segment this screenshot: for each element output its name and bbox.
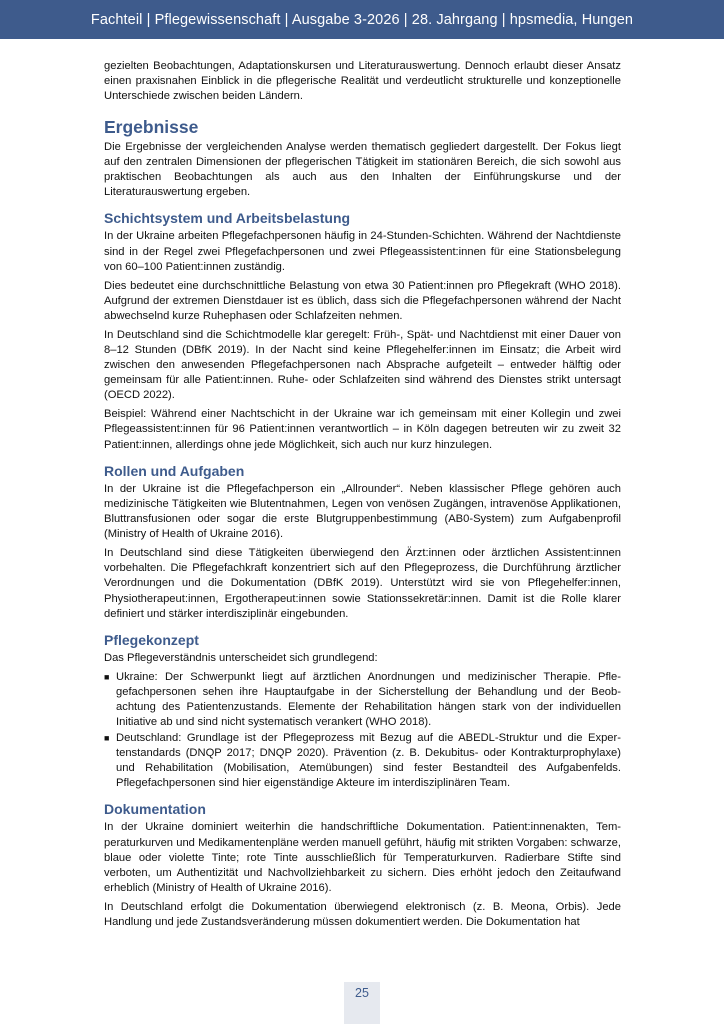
square-bullet-icon: ■: [104, 671, 110, 682]
paragraph: Die Ergebnisse der vergleichenden Analyse werden thematisch gegliedert dargestellt. Der Fokus liegt auf den zentralen Dimensionen der pflegerischen Tätigkeit im stationären Bereich, die sich sowohl aus praktischen Beobachtungen als auch aus den Inhalten der Einführungskurse und der Literaturauswertung ergeben.: [104, 140, 621, 199]
list-item: [104, 670, 621, 731]
list-item: [104, 731, 621, 792]
paragraph: Beispiel: Während einer Nachtschicht in der Ukraine war ich gemeinsam mit einer Kollegin und zwei Pflegeassistent:innen für 96 Patient:innen verantwortlich – in Köln dagegen betreuten wir zu zweit 32 Patient:innen, allerdings ohne jede Möglichkeit, sich auch nur kurz hinzulegen.: [104, 408, 621, 451]
paragraph: In Deutschland sind diese Tätigkeiten überwiegend den Ärzt:innen oder ärztlichen Assistent:innen vorbehalten. Die Pflegefachkraft konzentriert sich auf den Pflegeprozess, die Durchführung ärztlicher Verordnungen und die Dokumentation (DBfK 2019). Unterstützt wird sie von Pflegehelfer:innen, Physiotherapeut:innen, Ergotherapeut:innen sowie Stationssekretär:innen. Damit ist die Rolle klarer definiert und stärker interdisziplinär eingebunden.: [104, 547, 621, 620]
subheading-schichtsystem: Schichtsystem und Arbeitsbelastung: [104, 210, 351, 227]
subheading-dokumentation: Dokumentation: [104, 801, 206, 818]
subheading-pflegekonzept: Pflegekonzept: [104, 632, 199, 649]
subheading-rollen: Rollen und Aufgaben: [104, 462, 245, 479]
square-bullet-icon: ■: [104, 732, 110, 743]
list-item-text: Ukraine: Der Schwerpunkt liegt auf ärztlichen Anordnungen und medizinischer Therapie. Pflegefachpersonen sehen ihre Hauptaufgabe in der Sicherstellung der Behandlung und der Beobachtung des Patientenzustands. Elemente der Rehabilitation hängen stark von der individuellen Initiative ab und sind nicht systematisch verankert (WHO 2018).: [116, 670, 621, 729]
page-header: [0, 0, 724, 39]
paragraph: In der Ukraine arbeiten Pflegefachpersonen häufig in 24-Stunden-Schichten. Während der Nachtdienste sind in der Regel zwei Pflegefachpersonen und zwei Pflegeassistent:innen für eine Stationsbelegung von 60–100 Patient:innen zuständig.: [104, 230, 621, 273]
paragraph: In Deutschland erfolgt die Dokumentation überwiegend elektronisch (z. B. Meona, Orbis). Jede Handlung und jede Zustandsveränderung müssen dokumentiert werden. Die Dokumentation hat: [104, 900, 621, 929]
paragraph: In der Ukraine dominiert weiterhin die handschriftliche Dokumentation. Patient:innenakten, Temperaturkurven und Medikamentenpläne werden manuell geführt, häufig mit strikten Vorgaben: schwarze, blaue oder violette Tinte; rote Tinte ausschließlich für Temperaturkurven. Radierbare Stifte sind verboten, um Authentizität und Nachvollziehbarkeit zu sichern. Dies erhöht jedoch den Zeitaufwand erheblich (Ministry of Health of Ukraine 2016).: [104, 821, 621, 895]
bullet-list: [104, 670, 621, 792]
section-heading-ergebnisse: Ergebnisse: [104, 116, 199, 137]
article-body: [104, 59, 621, 934]
header-title: Fachteil | Pflegewissenschaft | Ausgabe 3-2026 | 28. Jahrgang | hpsmedia, Hungen: [90, 11, 634, 28]
paragraph: Dies bedeutet eine durchschnittliche Belastung von etwa 30 Patient:innen pro Pflegekraft (WHO 2018). Aufgrund der extremen Dienstdauer ist es üblich, dass sich die Pflegefachpersonen während der Nacht abwechselnd kurze Ruhephasen oder Schlafzeiten nehmen.: [104, 279, 621, 322]
page-number: [344, 982, 380, 1024]
paragraph: Das Pflegeverständnis unterscheidet sich grundlegend:: [104, 652, 378, 665]
paragraph: In Deutschland sind die Schichtmodelle klar geregelt: Früh-, Spät- und Nachtdienst mit einer Dauer von 8–12 Stunden (DBfK 2019). In der Nacht sind keine Pflegehelfer:innen im Einsatz; die Arbeit wird zwischen den anwesenden Pflegefachpersonen nach Absprache aufgeteilt – entweder hälftig oder gemeinsam für alle Patient:innen. Ruhe- oder Schlafzeiten sind während des Dienstes strikt untersagt (OECD 2022).: [104, 328, 621, 402]
list-item-text: Deutschland: Grundlage ist der Pflegeprozess mit Bezug auf die ABEDL-Struktur und die Expertenstandards (DNQP 2017; DNQP 2020). Prävention (z. B. Dekubitus- oder Kontrakturprophylaxe) und Rehabilitation (Mobilisation, Atemübungen) sind fester Bestandteil des Aufgabenfelds. Pflegefachpersonen sind hier eigenständige Akteure im interdisziplinären Team.: [116, 731, 621, 790]
paragraph: In der Ukraine ist die Pflegefachperson ein „Allrounder“. Neben klassischer Pflege gehören auch medizinische Tätigkeiten wie Blutentnahmen, Legen von venösen Zugängen, intravenöse Applikationen, Bluttransfusionen oder sogar die erste Blutgruppenbestimmung (AB0-System) zum Aufgabenprofil (Ministry of Health of Ukraine 2016).: [104, 482, 621, 541]
intro-paragraph: gezielten Beobachtungen, Adaptationskursen und Literaturauswertung. Dennoch erlaubt dieser Ansatz einen praxisnahen Einblick in die pflegerische Realität und verdeutlicht strukturelle und konzeptionelle Unterschiede zwischen beiden Ländern.: [104, 60, 621, 103]
page-number-text: 25: [355, 986, 369, 1000]
